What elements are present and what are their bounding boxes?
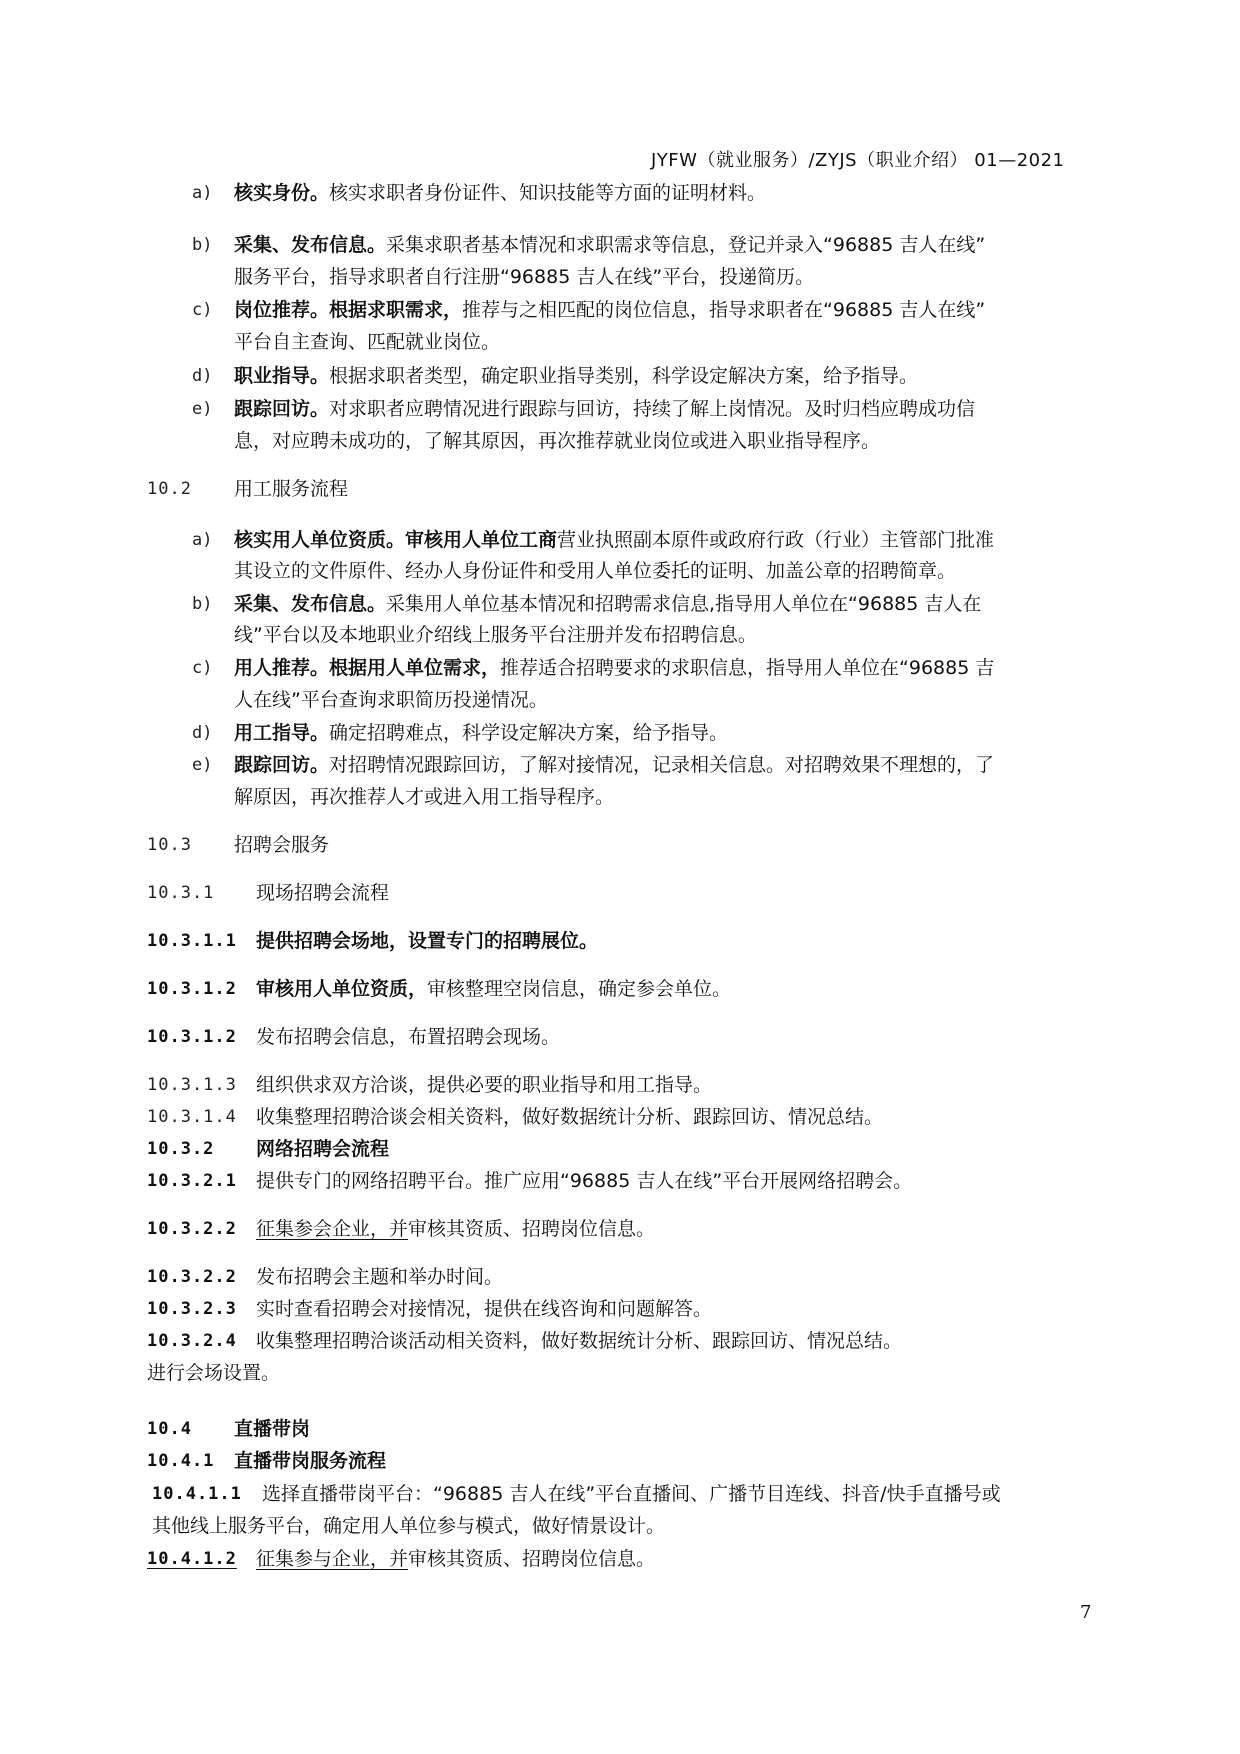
clause-number: 10.4.1.1 [152,1484,242,1504]
list-item-lead: 用工指导。 [234,722,330,744]
section-heading: 直播带岗 [234,1418,311,1440]
list-item-label: d) [192,723,213,743]
list-item-lead: 核实身份。 [234,182,330,204]
list-item-text [234,297,985,323]
clause-number: 10.3.2.2 [147,1267,237,1287]
clause-text: 收集整理招聘洽谈会相关资料，做好数据统计分析、跟踪回访、情况总结。 [256,1106,884,1128]
clause-text: 发布招聘会主题和举办时间。 [256,1266,504,1288]
subsection-heading: 现场招聘会流程 [256,882,390,904]
clause-text: 选择直播带岗平台：“96885 吉人在线”平台直播间、广播节目连线、抖音/快手直播号或 [262,1483,1001,1505]
list-item-body: 采集用人单位基本情况和招聘需求信息,指导用人单位在“96885 吉人在 [386,593,982,615]
list-item-text [234,655,994,681]
list-item-body: 对招聘情况跟踪回访，了解对接情况，记录相关信息。对招聘效果不理想的，了 [329,754,995,776]
list-item-text [234,752,994,778]
clause-number: 10.3.1.1 [147,931,237,951]
clause-number: 10.3.1.2 [147,979,237,999]
clause-number: 10.3.2.2 [147,1219,237,1239]
clause-text: 收集整理招聘洽谈活动相关资料，做好数据统计分析、跟踪回访、情况总结。 [256,1330,903,1352]
clause-body: 审核其资质、招聘岗位信息。 [408,1548,656,1570]
list-item-lead: 跟踪回访。 [234,754,330,776]
clause-underlined: 征集参与企业，并 [256,1548,409,1570]
subsection-heading: 网络招聘会流程 [256,1138,390,1160]
list-item-body: 推荐适合招聘要求的求职信息，指导用人单位在“96885 吉 [500,657,995,679]
list-item-lead: 核实用人单位资质。审核用人单位工商 [234,529,558,551]
clause-text: 实时查看招聘会对接情况，提供在线咨询和问题解答。 [256,1298,713,1320]
list-item-label: c) [192,300,213,320]
list-item-continuation: 线”平台以及本地职业介绍线上服务平台注册并发布招聘信息。 [234,624,757,646]
clause-text: 提供招聘会场地，设置专门的招聘展位。 [256,930,599,952]
document-header-code: JYFW（就业服务）/ZYJS（职业介绍） 01—2021 [651,150,1065,171]
list-item-continuation: 平台自主查询、匹配就业岗位。 [234,331,501,353]
list-item-text [234,396,975,422]
list-item-label: e) [192,755,213,775]
stray-text-line: 进行会场设置。 [147,1362,281,1384]
clause-number: 10.3.1.3 [147,1075,237,1095]
clause-text: 提供专门的网络招聘平台。推广应用“96885 吉人在线”平台开展网络招聘会。 [256,1170,913,1192]
list-item-continuation: 息，对应聘未成功的，了解其原因，再次推荐就业岗位或进入职业指导程序。 [234,430,881,452]
list-item-continuation: 人在线”平台查询求职简历投递情况。 [234,689,548,711]
clause-number: 10.4.1.2 [147,1549,237,1569]
list-item-text [234,591,981,617]
clause-number: 10.3.1.4 [147,1107,237,1127]
clause-number: 10.3.2.4 [147,1331,237,1351]
list-item-text [234,720,728,746]
list-item-label: b) [192,594,213,614]
list-item-continuation: 其设立的文件原件、经办人身份证件和受用人单位委托的证明、加盖公章的招聘简章。 [234,560,957,582]
clause-number: 10.3.1.2 [147,1027,237,1047]
clause-continuation: 其他线上服务平台，确定用人单位参与模式，做好情景设计。 [152,1515,666,1537]
clause-underlined: 征集参会企业，并 [256,1218,409,1240]
clause-text [256,976,731,1002]
list-item-lead: 跟踪回访。 [234,398,330,420]
list-item-lead: 用人推荐。根据用人单位需求， [234,657,501,679]
list-item-label: c) [192,658,213,678]
list-item-body: 核实求职者身份证件、知识技能等方面的证明材料。 [329,182,767,204]
list-item-text [234,363,918,389]
section-heading: 用工服务流程 [234,478,349,500]
list-item-lead: 职业指导。 [234,365,330,387]
section-number: 10.3 [147,835,192,855]
subsection-number: 10.4.1 [147,1451,215,1471]
clause-text [256,1216,655,1242]
list-item-lead: 岗位推荐。根据求职需求， [234,299,463,321]
list-item-label: a) [192,183,213,203]
list-item-text [234,180,766,206]
clause-lead: 审核用人单位资质， [256,978,428,1000]
list-item-body: 采集求职者基本情况和求职需求等信息，登记并录入“96885 吉人在线” [386,234,986,256]
clause-text: 发布招聘会信息，布置招聘会现场。 [256,1026,561,1048]
subsection-number: 10.3.1 [147,883,215,903]
list-item-body: 根据求职者类型，确定职业指导类别，科学设定解决方案，给予指导。 [329,365,919,387]
list-item-body: 对求职者应聘情况进行跟踪与回访，持续了解上岗情况。及时归档应聘成功信 [329,398,976,420]
list-item-lead: 采集、发布信息。 [234,234,387,256]
clause-body: 审核整理空岗信息，确定参会单位。 [427,978,732,1000]
clause-body: 审核其资质、招聘岗位信息。 [408,1218,656,1240]
page-number: 7 [1080,1602,1092,1623]
list-item-label: e) [192,399,213,419]
clause-text [256,1546,655,1572]
section-number: 10.2 [147,479,192,499]
list-item-label: d) [192,366,213,386]
subsection-number: 10.3.2 [147,1139,215,1159]
list-item-body: 推荐与之相匹配的岗位信息，指导求职者在“96885 吉人在线” [462,299,986,321]
section-heading: 招聘会服务 [234,834,330,856]
list-item-label: b) [192,235,213,255]
clause-text: 组织供求双方洽谈，提供必要的职业指导和用工指导。 [256,1074,713,1096]
clause-number: 10.3.2.1 [147,1171,237,1191]
list-item-continuation: 解原因，再次推荐人才或进入用工指导程序。 [234,786,615,808]
clause-number: 10.3.2.3 [147,1299,237,1319]
section-number: 10.4 [147,1419,192,1439]
subsection-heading: 直播带岗服务流程 [234,1450,387,1472]
list-item-continuation: 服务平台，指导求职者自行注册“96885 吉人在线”平台，投递简历。 [234,266,815,288]
list-item-body: 营业执照副本原件或政府行政（行业）主管部门批准 [557,529,995,551]
list-item-body: 确定招聘难点，科学设定解决方案，给予指导。 [329,722,729,744]
list-item-text [234,527,994,553]
list-item-label: a) [192,530,213,550]
list-item-lead: 采集、发布信息。 [234,593,387,615]
list-item-text [234,232,985,258]
